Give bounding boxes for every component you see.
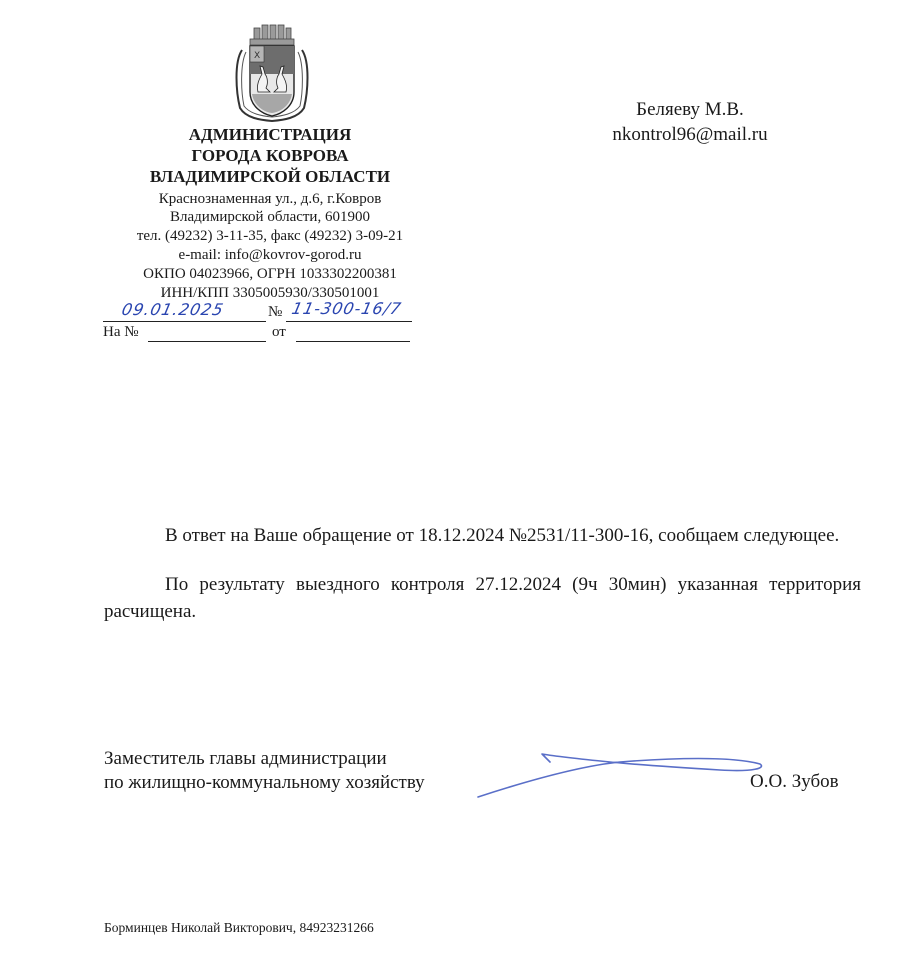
org-name-line-1: АДМИНИСТРАЦИЯ [188, 125, 352, 144]
org-name-line-2: ГОРОДА КОВРОВА [191, 146, 349, 165]
signatory-position-line-1: Заместитель главы администрации [104, 748, 387, 769]
inn-kpp: ИНН/КПП 3305005930/330501001 [160, 285, 380, 301]
body-paragraph-1: В ответ на Ваше обращение от 18.12.2024 №2531/11-300-16, сообщаем следующее. [165, 525, 840, 546]
from-label: от [272, 324, 286, 340]
handwritten-signature-icon [470, 740, 770, 810]
addressee-name: Беляеву М.В. [636, 99, 744, 120]
address-line-1: Краснознаменная ул., д.6, г.Ковров [158, 191, 382, 207]
signatory-name: О.О. Зубов [750, 771, 839, 792]
reply-to-number-line [148, 322, 266, 342]
org-name-line-3: ВЛАДИМИРСКОЙ ОБЛАСТИ [149, 167, 391, 186]
number-label: № [268, 304, 283, 320]
okpo-ogrn: ОКПО 04023966, ОГРН 1033302200381 [143, 266, 397, 282]
reply-to-label: На № [103, 324, 139, 340]
body-paragraph-2: По результату выездного контроля 27.12.2024 (9ч 30мин) указанная территория расчищена. [104, 574, 861, 622]
reply-to-registration-row [100, 322, 430, 346]
reply-to-date-line [296, 322, 410, 342]
coat-of-arms-icon [232, 22, 310, 124]
addressee-email: nkontrol96@mail.ru [612, 124, 768, 145]
outgoing-number: 11-300-16/7 [290, 299, 404, 318]
phone-fax: тел. (49232) 3-11-35, факс (49232) 3-09-21 [136, 228, 404, 244]
executor-contact: Борминцев Николай Викторович, 84923231266 [104, 920, 374, 935]
org-email: e-mail: info@kovrov-gorod.ru [178, 247, 362, 263]
outgoing-date: 09.01.2025 [120, 300, 226, 319]
address-line-2: Владимирской области, 601900 [170, 209, 370, 225]
signatory-position-line-2: по жилищно-коммунальному хозяйству [104, 772, 425, 793]
svg-text:Х: Х [254, 51, 261, 61]
